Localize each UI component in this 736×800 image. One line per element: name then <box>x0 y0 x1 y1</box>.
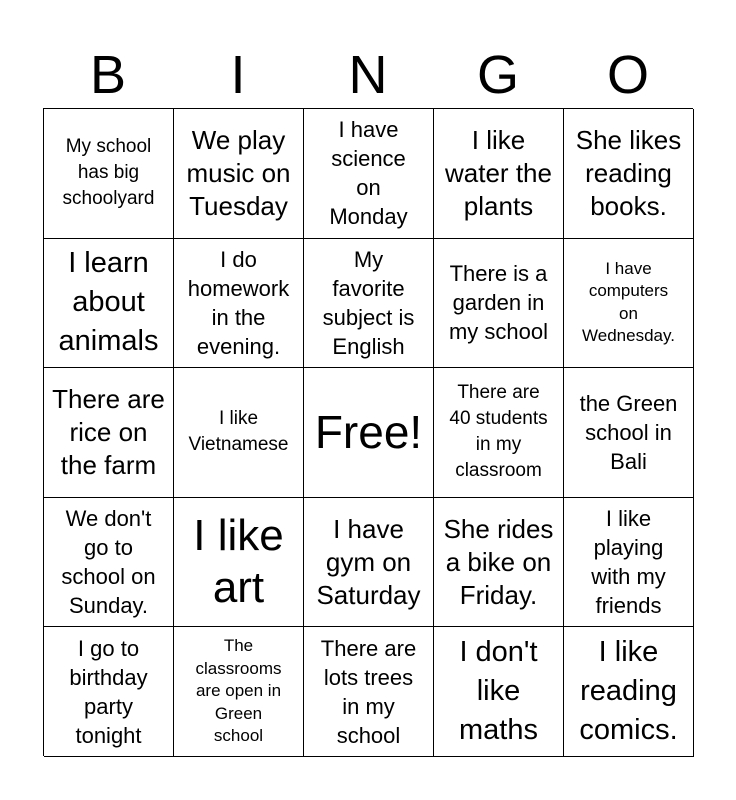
header-letter-b: B <box>89 45 127 105</box>
bingo-header <box>43 42 693 108</box>
header-letter-o: O <box>606 45 649 105</box>
header-letter-g: G <box>476 45 519 105</box>
bingo-cell-r1c2[interactable]: We play music on Tuesday <box>174 109 304 239</box>
bingo-card-grid <box>43 108 693 756</box>
bingo-cell-r3c1[interactable]: There are rice on the farm <box>44 368 174 498</box>
bingo-cell-r4c5[interactable]: I like playing with my friends <box>564 498 694 628</box>
bingo-cell-r3c2[interactable]: I like Vietnamese <box>174 368 304 498</box>
bingo-cell-free[interactable]: Free! <box>304 368 434 498</box>
bingo-cell-r2c2[interactable]: I do homework in the evening. <box>174 239 304 369</box>
bingo-cell-r5c1[interactable]: I go to birthday party tonight <box>44 627 174 757</box>
bingo-cell-r5c5[interactable]: I like reading comics. <box>564 627 694 757</box>
header-letter-i: I <box>230 45 246 105</box>
bingo-cell-r1c5[interactable]: She likes reading books. <box>564 109 694 239</box>
bingo-cell-r4c1[interactable]: We don't go to school on Sunday. <box>44 498 174 628</box>
bingo-cell-r1c3[interactable]: I have science on Monday <box>304 109 434 239</box>
bingo-cell-r2c1[interactable]: I learn about animals <box>44 239 174 369</box>
bingo-cell-r4c3[interactable]: I have gym on Saturday <box>304 498 434 628</box>
bingo-cell-r3c4[interactable]: There are 40 students in my classroom <box>434 368 564 498</box>
bingo-cell-r4c2[interactable]: I like art <box>174 498 304 628</box>
bingo-cell-r5c2[interactable]: The classrooms are open in Green school <box>174 627 304 757</box>
bingo-cell-r2c5[interactable]: I have computers on Wednesday. <box>564 239 694 369</box>
bingo-cell-r5c4[interactable]: I don't like maths <box>434 627 564 757</box>
bingo-cell-r2c4[interactable]: There is a garden in my school <box>434 239 564 369</box>
bingo-cell-r1c1[interactable]: My school has big schoolyard <box>44 109 174 239</box>
bingo-cell-r5c3[interactable]: There are lots trees in my school <box>304 627 434 757</box>
bingo-cell-r1c4[interactable]: I like water the plants <box>434 109 564 239</box>
bingo-cell-r2c3[interactable]: My favorite subject is English <box>304 239 434 369</box>
bingo-cell-r3c5[interactable]: the Green school in Bali <box>564 368 694 498</box>
header-letter-n: N <box>348 45 388 105</box>
bingo-cell-r4c4[interactable]: She rides a bike on Friday. <box>434 498 564 628</box>
